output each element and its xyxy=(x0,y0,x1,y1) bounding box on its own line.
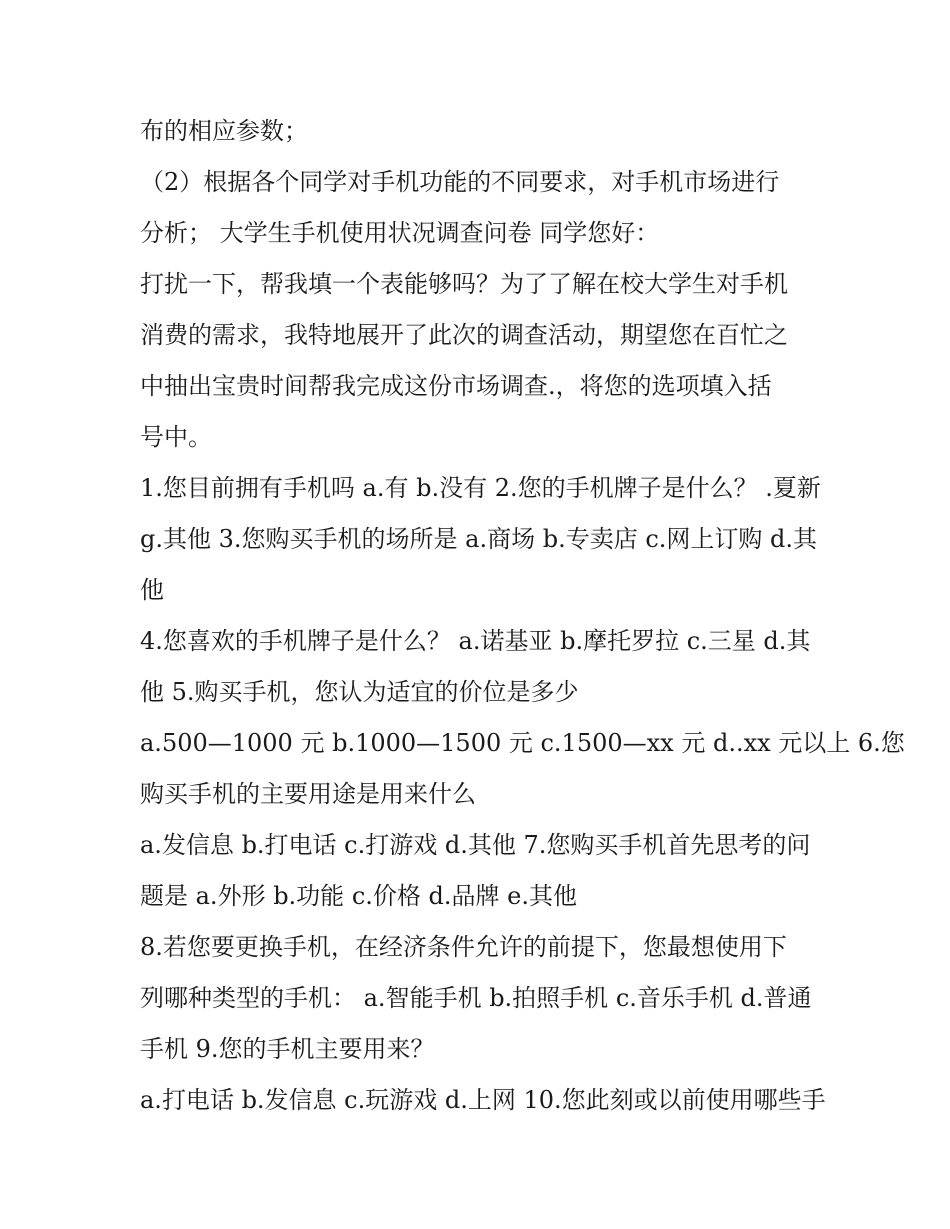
text-line: a.500—1000 元 b.1000—1500 元 c.1500—xx 元 d..xx 元以上 6.您 xyxy=(140,729,905,757)
text-line: 1.您目前拥有手机吗 a.有 b.没有 2.您的手机牌子是什么？ .夏新 xyxy=(140,474,821,502)
text-line: 他 5.购买手机，您认为适宜的价位是多少 xyxy=(140,678,579,706)
text-line: 8.若您要更换手机，在经济条件允许的前提下，您最想使用下 xyxy=(140,933,787,961)
text-line: 列哪种类型的手机： a.智能手机 b.拍照手机 c.音乐手机 d.普通 xyxy=(140,984,812,1012)
text-line: 他 xyxy=(140,576,164,604)
text-line: a.打电话 b.发信息 c.玩游戏 d.上网 10.您此刻或以前使用哪些手 xyxy=(140,1086,826,1114)
text-line: 分析； 大学生手机使用状况调查问卷 同学您好： xyxy=(140,219,660,247)
text-line: a.发信息 b.打电话 c.打游戏 d.其他 7.您购买手机首先思考的问 xyxy=(140,831,811,859)
text-line: 4.您喜欢的手机牌子是什么？ a.诺基亚 b.摩托罗拉 c.三星 d.其 xyxy=(140,627,811,655)
text-line: 打扰一下，帮我填一个表能够吗？为了了解在校大学生对手机 xyxy=(140,270,788,298)
text-line: 号中。 xyxy=(140,423,212,451)
text-line: 消费的需求，我特地展开了此次的调查活动，期望您在百忙之 xyxy=(140,321,788,349)
text-line: 布的相应参数； xyxy=(140,117,308,145)
text-line: 手机 9.您的手机主要用来？ xyxy=(140,1035,435,1063)
document-body xyxy=(140,106,905,1126)
text-line: g.其他 3.您购买手机的场所是 a.商场 b.专卖店 c.网上订购 d.其 xyxy=(140,525,818,553)
text-line: （2）根据各个同学对手机功能的不同要求，对手机市场进行 xyxy=(140,168,780,196)
text-line: 购买手机的主要用途是用来什么 xyxy=(140,780,476,808)
text-line: 中抽出宝贵时间帮我完成这份市场调查.，将您的选项填入括 xyxy=(140,372,772,400)
text-line: 题是 a.外形 b.功能 c.价格 d.品牌 e.其他 xyxy=(140,882,577,910)
